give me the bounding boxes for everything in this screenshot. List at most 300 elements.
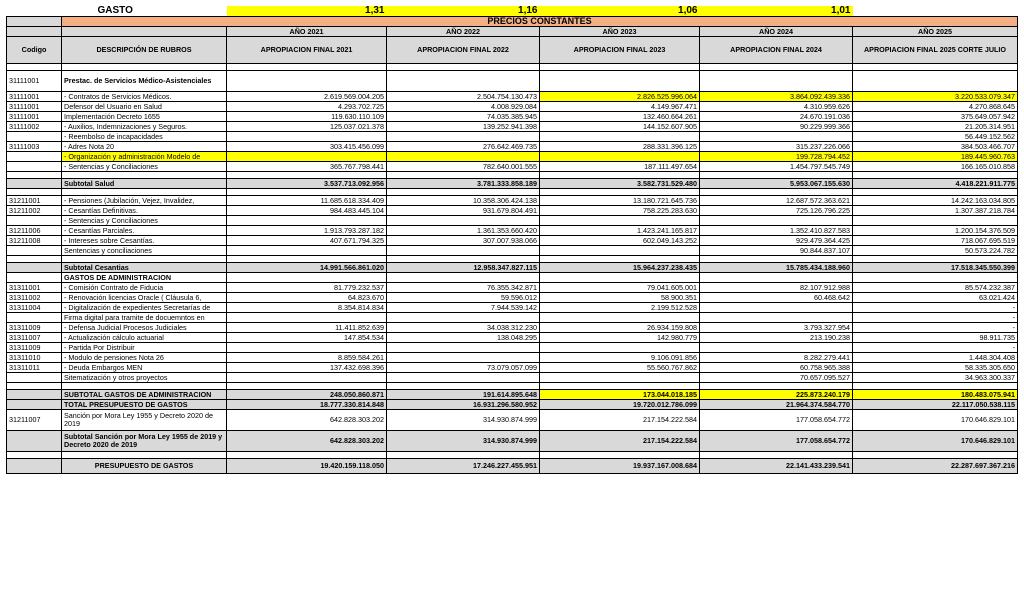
value-cell[interactable]: 9.106.091.856 — [540, 353, 700, 363]
value-cell[interactable] — [540, 313, 700, 323]
value-cell[interactable]: 642.828.303.202 — [227, 431, 387, 452]
value-cell[interactable]: 64.823.670 — [227, 293, 387, 303]
value-cell[interactable]: 34.038.312.230 — [387, 323, 540, 333]
empty-cell[interactable] — [62, 64, 227, 71]
value-cell[interactable]: 12.958.347.827.115 — [387, 263, 540, 273]
value-cell[interactable]: 225.873.240.179 — [700, 390, 853, 400]
empty-cell[interactable] — [227, 256, 387, 263]
value-cell[interactable] — [540, 246, 700, 256]
value-cell[interactable]: 187.111.497.654 — [540, 162, 700, 172]
value-cell[interactable] — [227, 313, 387, 323]
empty-cell[interactable] — [387, 383, 540, 390]
empty-cell[interactable] — [700, 64, 853, 71]
value-cell[interactable] — [540, 216, 700, 226]
empty-cell[interactable] — [227, 172, 387, 179]
cell[interactable] — [853, 6, 1018, 17]
value-cell[interactable]: 8.354.814.834 — [227, 303, 387, 313]
value-cell[interactable] — [540, 373, 700, 383]
code-cell[interactable] — [7, 373, 62, 383]
code-cell[interactable]: 31311001 — [7, 283, 62, 293]
code-cell[interactable] — [7, 246, 62, 256]
empty-cell[interactable] — [227, 383, 387, 390]
value-cell[interactable]: 929.479.364.425 — [700, 236, 853, 246]
value-cell[interactable]: 288.331.396.125 — [540, 142, 700, 152]
value-cell[interactable]: 147.854.534 — [227, 333, 387, 343]
empty-cell[interactable] — [700, 383, 853, 390]
value-cell[interactable]: 12.687.572.363.621 — [700, 196, 853, 206]
empty-cell[interactable] — [387, 172, 540, 179]
value-cell[interactable]: 1.307.387.218.784 — [853, 206, 1018, 216]
code-cell[interactable] — [7, 313, 62, 323]
description-cell[interactable]: - Comisión Contrato de Fiducia — [62, 283, 227, 293]
year-header[interactable]: AÑO 2024 — [700, 27, 853, 37]
value-cell[interactable]: 74.035.385.945 — [387, 112, 540, 122]
value-cell[interactable]: - — [853, 303, 1018, 313]
code-cell[interactable] — [7, 216, 62, 226]
code-cell[interactable]: 31111001 — [7, 71, 62, 92]
banner-title[interactable]: PRECIOS CONSTANTES — [62, 17, 1018, 27]
code-cell[interactable]: 31311007 — [7, 333, 62, 343]
value-cell[interactable] — [387, 246, 540, 256]
empty-cell[interactable] — [540, 256, 700, 263]
value-cell[interactable]: 718.067.695.519 — [853, 236, 1018, 246]
empty-cell[interactable] — [62, 172, 227, 179]
value-cell[interactable]: 3.537.713.092.956 — [227, 179, 387, 189]
value-cell[interactable]: 14.242.163.034.805 — [853, 196, 1018, 206]
empty-cell[interactable] — [853, 71, 1018, 92]
code-cell[interactable]: 31311009 — [7, 343, 62, 353]
value-cell[interactable]: 4.008.929.084 — [387, 102, 540, 112]
value-cell[interactable]: 60.468.642 — [700, 293, 853, 303]
value-cell[interactable]: 56.449.152.562 — [853, 132, 1018, 142]
table-row — [7, 410, 1018, 431]
code-cell[interactable] — [7, 263, 62, 273]
value-cell[interactable]: 248.050.860.871 — [227, 390, 387, 400]
empty-cell[interactable] — [700, 189, 853, 196]
value-cell[interactable] — [387, 152, 540, 162]
code-cell[interactable]: 31311002 — [7, 293, 62, 303]
value-cell[interactable]: 59.596.012 — [387, 293, 540, 303]
value-cell[interactable]: 602.049.143.252 — [540, 236, 700, 246]
value-cell[interactable]: 98.911.735 — [853, 333, 1018, 343]
empty-cell[interactable] — [700, 172, 853, 179]
description-cell[interactable]: - Digitalización de expedientes Secretarías de — [62, 303, 227, 313]
code-cell[interactable]: 31311010 — [7, 353, 62, 363]
value-cell[interactable] — [227, 152, 387, 162]
code-cell[interactable]: 31111001 — [7, 112, 62, 122]
description-cell[interactable]: - Organización y administración Modelo de — [62, 152, 227, 162]
value-cell[interactable]: 90.844.837.107 — [700, 246, 853, 256]
value-cell[interactable]: 22.141.433.239.541 — [700, 459, 853, 474]
value-cell[interactable]: 725.126.796.225 — [700, 206, 853, 216]
value-cell[interactable]: 4.418.221.911.775 — [853, 179, 1018, 189]
code-cell[interactable]: 31111001 — [7, 92, 62, 102]
value-cell[interactable]: 82.107.912.988 — [700, 283, 853, 293]
value-cell[interactable]: 19.720.012.786.099 — [540, 400, 700, 410]
value-cell[interactable] — [387, 313, 540, 323]
value-cell[interactable]: 50.573.224.782 — [853, 246, 1018, 256]
value-cell[interactable] — [227, 132, 387, 142]
cell[interactable] — [7, 27, 62, 37]
value-cell[interactable]: 76.355.342.871 — [387, 283, 540, 293]
description-cell[interactable]: - Adres Nota 20 — [62, 142, 227, 152]
value-cell[interactable]: 1.913.793.287.182 — [227, 226, 387, 236]
empty-cell[interactable] — [7, 383, 62, 390]
code-cell[interactable]: 31111003 — [7, 142, 62, 152]
code-cell[interactable] — [7, 162, 62, 172]
value-cell[interactable] — [227, 216, 387, 226]
value-cell[interactable] — [227, 246, 387, 256]
description-cell[interactable]: - Renovación licencias Oracle ( Cláusula 6, — [62, 293, 227, 303]
value-cell[interactable] — [540, 152, 700, 162]
empty-cell[interactable] — [540, 383, 700, 390]
value-cell[interactable]: 16.931.296.580.952 — [387, 400, 540, 410]
gasto-factor[interactable]: 1,06 — [540, 6, 700, 17]
column-header[interactable]: APROPIACION FINAL 2023 — [540, 37, 700, 64]
value-cell[interactable]: 314.930.874.999 — [387, 410, 540, 431]
value-cell[interactable]: 138.048.295 — [387, 333, 540, 343]
description-cell[interactable]: Firma digital para tramite de docuemntos en — [62, 313, 227, 323]
value-cell[interactable]: 758.225.283.630 — [540, 206, 700, 216]
code-cell[interactable]: 31311009 — [7, 323, 62, 333]
code-cell[interactable]: 31111001 — [7, 102, 62, 112]
year-header[interactable]: AÑO 2021 — [227, 27, 387, 37]
value-cell[interactable] — [387, 373, 540, 383]
empty-cell[interactable] — [540, 64, 700, 71]
description-cell[interactable]: SUBTOTAL GASTOS DE ADMINISTRACION — [62, 390, 227, 400]
value-cell[interactable]: 14.991.566.861.020 — [227, 263, 387, 273]
value-cell[interactable]: 407.671.794.325 — [227, 236, 387, 246]
empty-cell[interactable] — [540, 71, 700, 92]
gasto-factor[interactable]: 1,01 — [700, 6, 853, 17]
value-cell[interactable]: 365.767.798.441 — [227, 162, 387, 172]
empty-cell[interactable] — [700, 256, 853, 263]
description-cell[interactable]: Subtotal Cesantias — [62, 263, 227, 273]
value-cell[interactable]: 5.953.067.155.630 — [700, 179, 853, 189]
code-cell[interactable]: 31211008 — [7, 236, 62, 246]
description-cell[interactable]: - Deuda Embargos MEN — [62, 363, 227, 373]
value-cell[interactable]: 314.930.874.999 — [387, 431, 540, 452]
description-cell[interactable]: Subtotal Sanción por Mora Ley 1955 de 2019 y Decreto 2020 de 2019 — [62, 431, 227, 452]
empty-cell[interactable] — [853, 64, 1018, 71]
value-cell[interactable]: 63.021.424 — [853, 293, 1018, 303]
header-row — [7, 37, 1018, 64]
column-header[interactable]: APROPIACION FINAL 2024 — [700, 37, 853, 64]
value-cell[interactable]: 21.964.374.584.770 — [700, 400, 853, 410]
value-cell[interactable]: 10.358.306.424.138 — [387, 196, 540, 206]
description-cell[interactable]: - Sentencias y Conciliaciones — [62, 216, 227, 226]
empty-cell[interactable] — [853, 256, 1018, 263]
gasto-factor[interactable]: 1,16 — [387, 6, 540, 17]
value-cell[interactable] — [700, 216, 853, 226]
value-cell[interactable]: 90.229.999.366 — [700, 122, 853, 132]
empty-cell[interactable] — [853, 383, 1018, 390]
description-cell[interactable]: - Pensiones (Jubilación, Vejez, Invalidez, — [62, 196, 227, 206]
value-cell[interactable]: 58.900.351 — [540, 293, 700, 303]
empty-cell[interactable] — [853, 273, 1018, 283]
value-cell[interactable]: 3.781.333.858.189 — [387, 179, 540, 189]
value-cell[interactable]: 375.649.057.942 — [853, 112, 1018, 122]
value-cell[interactable] — [540, 132, 700, 142]
code-cell[interactable] — [7, 459, 62, 474]
section-title[interactable]: GASTOS DE ADMINISTRACION — [62, 273, 227, 283]
value-cell[interactable]: 34.963.300.337 — [853, 373, 1018, 383]
value-cell[interactable]: 1.361.353.660.420 — [387, 226, 540, 236]
description-cell[interactable]: Implementación Decreto 1655 — [62, 112, 227, 122]
value-cell[interactable]: 3.582.731.529.480 — [540, 179, 700, 189]
value-cell[interactable]: 1.448.304.408 — [853, 353, 1018, 363]
empty-cell[interactable] — [7, 172, 62, 179]
year-header[interactable]: AÑO 2023 — [540, 27, 700, 37]
value-cell[interactable]: 21.205.314.951 — [853, 122, 1018, 132]
empty-cell[interactable] — [7, 256, 62, 263]
value-cell[interactable] — [227, 373, 387, 383]
value-cell[interactable]: 17.518.345.550.399 — [853, 263, 1018, 273]
value-cell[interactable]: 3.793.327.954 — [700, 323, 853, 333]
code-cell[interactable] — [7, 152, 62, 162]
value-cell[interactable]: 217.154.222.584 — [540, 410, 700, 431]
empty-cell[interactable] — [387, 64, 540, 71]
description-cell[interactable]: - Cesantías Parciales. — [62, 226, 227, 236]
code-cell[interactable] — [7, 400, 62, 410]
description-cell[interactable]: - Auxilios, Indemnizaciones y Seguros. — [62, 122, 227, 132]
column-header[interactable]: APROPIACION FINAL 2025 CORTE JULIO — [853, 37, 1018, 64]
value-cell[interactable]: 4.293.702.725 — [227, 102, 387, 112]
value-cell[interactable]: 303.415.456.099 — [227, 142, 387, 152]
value-cell[interactable]: 3.864.092.439.336 — [700, 92, 853, 102]
value-cell[interactable]: 19.937.167.008.684 — [540, 459, 700, 474]
gasto-factor[interactable]: 1,31 — [227, 6, 387, 17]
empty-cell[interactable] — [700, 452, 853, 459]
value-cell[interactable]: 3.220.533.079.347 — [853, 92, 1018, 102]
empty-cell[interactable] — [700, 71, 853, 92]
descripcion-header[interactable]: DESCRIPCIÓN DE RUBROS — [62, 37, 227, 64]
value-cell[interactable]: 173.044.018.185 — [540, 390, 700, 400]
code-cell[interactable] — [7, 390, 62, 400]
value-cell[interactable]: 58.335.305.650 — [853, 363, 1018, 373]
value-cell[interactable]: 81.779.232.537 — [227, 283, 387, 293]
value-cell[interactable]: 137.432.698.396 — [227, 363, 387, 373]
value-cell[interactable]: 984.483.445.104 — [227, 206, 387, 216]
value-cell[interactable]: 144.152.607.905 — [540, 122, 700, 132]
empty-cell[interactable] — [227, 273, 387, 283]
empty-cell[interactable] — [853, 452, 1018, 459]
empty-cell[interactable] — [227, 71, 387, 92]
value-cell[interactable]: 2.504.754.130.473 — [387, 92, 540, 102]
value-cell[interactable]: 26.934.159.808 — [540, 323, 700, 333]
value-cell[interactable]: 22.287.697.367.216 — [853, 459, 1018, 474]
cell[interactable] — [7, 17, 62, 27]
value-cell[interactable]: 15.964.237.238.435 — [540, 263, 700, 273]
code-cell[interactable]: 31211001 — [7, 196, 62, 206]
value-cell[interactable]: 79.041.605.001 — [540, 283, 700, 293]
description-cell[interactable]: - Actualización cálculo actuarial — [62, 333, 227, 343]
empty-cell[interactable] — [227, 452, 387, 459]
empty-cell[interactable] — [540, 273, 700, 283]
value-cell[interactable]: 119.630.110.109 — [227, 112, 387, 122]
year-header[interactable]: AÑO 2022 — [387, 27, 540, 37]
empty-cell[interactable] — [853, 189, 1018, 196]
table-row — [7, 162, 1018, 172]
gasto-label[interactable]: GASTO — [97, 6, 133, 16]
description-cell[interactable]: - Cesantías Definitivas. — [62, 206, 227, 216]
value-cell[interactable]: 7.944.539.142 — [387, 303, 540, 313]
description-cell[interactable]: - Modulo de pensiones Nota 26 — [62, 353, 227, 363]
value-cell[interactable] — [700, 343, 853, 353]
value-cell[interactable]: 4.270.868.645 — [853, 102, 1018, 112]
empty-cell[interactable] — [700, 273, 853, 283]
value-cell[interactable]: - — [853, 323, 1018, 333]
empty-cell[interactable] — [227, 189, 387, 196]
value-cell[interactable] — [387, 132, 540, 142]
empty-cell[interactable] — [7, 452, 62, 459]
value-cell[interactable]: 170.646.829.101 — [853, 410, 1018, 431]
empty-cell[interactable] — [387, 256, 540, 263]
value-cell[interactable]: 4.310.959.626 — [700, 102, 853, 112]
value-cell[interactable]: 217.154.222.584 — [540, 431, 700, 452]
empty-cell[interactable] — [540, 452, 700, 459]
value-cell[interactable]: 931.679.804.491 — [387, 206, 540, 216]
value-cell[interactable]: 1.454.797.545.749 — [700, 162, 853, 172]
value-cell[interactable]: 384.503.466.707 — [853, 142, 1018, 152]
value-cell[interactable]: 170.646.829.101 — [853, 431, 1018, 452]
cell[interactable] — [62, 27, 227, 37]
value-cell[interactable]: 2.199.512.528 — [540, 303, 700, 313]
code-cell[interactable]: 31311004 — [7, 303, 62, 313]
value-cell[interactable] — [540, 343, 700, 353]
description-cell[interactable]: - Defensa Judicial Procesos Judiciales — [62, 323, 227, 333]
value-cell[interactable]: 307.007.938.066 — [387, 236, 540, 246]
value-cell[interactable] — [700, 303, 853, 313]
empty-cell[interactable] — [7, 273, 62, 283]
value-cell[interactable]: 1.423.241.165.817 — [540, 226, 700, 236]
codigo-header[interactable]: Codigo — [7, 37, 62, 64]
description-cell[interactable]: - Sentencias y Conciliaciones — [62, 162, 227, 172]
value-cell[interactable]: 17.246.227.455.951 — [387, 459, 540, 474]
empty-cell[interactable] — [7, 64, 62, 71]
value-cell[interactable]: 315.237.226.066 — [700, 142, 853, 152]
description-cell[interactable]: Defensor del Usuario en Salud — [62, 102, 227, 112]
empty-cell[interactable] — [227, 64, 387, 71]
value-cell[interactable]: 139.252.941.398 — [387, 122, 540, 132]
value-cell[interactable]: 180.483.075.941 — [853, 390, 1018, 400]
value-cell[interactable]: 15.785.434.188.960 — [700, 263, 853, 273]
code-cell[interactable]: 31111002 — [7, 122, 62, 132]
empty-cell[interactable] — [62, 189, 227, 196]
value-cell[interactable]: 4.149.967.471 — [540, 102, 700, 112]
description-cell[interactable]: TOTAL PRESUPUESTO DE GASTOS — [62, 400, 227, 410]
empty-cell[interactable] — [387, 452, 540, 459]
value-cell[interactable]: 19.420.159.118.050 — [227, 459, 387, 474]
value-cell[interactable]: - — [853, 313, 1018, 323]
value-cell[interactable]: 18.777.330.814.848 — [227, 400, 387, 410]
value-cell[interactable]: 70.657.095.527 — [700, 373, 853, 383]
value-cell[interactable]: 11.685.618.334.409 — [227, 196, 387, 206]
value-cell[interactable]: 22.117.050.538.115 — [853, 400, 1018, 410]
value-cell[interactable]: 782.640.001.555 — [387, 162, 540, 172]
value-cell[interactable]: 276.642.469.735 — [387, 142, 540, 152]
code-cell[interactable] — [7, 132, 62, 142]
value-cell[interactable]: 142.980.779 — [540, 333, 700, 343]
code-cell[interactable] — [7, 431, 62, 452]
value-cell[interactable]: 642.828.303.202 — [227, 410, 387, 431]
code-cell[interactable]: 31211006 — [7, 226, 62, 236]
column-header[interactable]: APROPIACION FINAL 2022 — [387, 37, 540, 64]
description-cell[interactable]: - Reembolso de incapacidades — [62, 132, 227, 142]
value-cell[interactable]: - — [853, 343, 1018, 353]
value-cell[interactable]: 13.180.721.645.736 — [540, 196, 700, 206]
empty-cell[interactable] — [540, 189, 700, 196]
description-cell[interactable]: - Partida Por Distribuir — [62, 343, 227, 353]
value-cell[interactable] — [387, 216, 540, 226]
value-cell[interactable] — [700, 132, 853, 142]
empty-cell[interactable] — [7, 189, 62, 196]
value-cell[interactable]: 199.728.794.452 — [700, 152, 853, 162]
value-cell[interactable] — [227, 343, 387, 353]
value-cell[interactable]: 177.058.654.772 — [700, 410, 853, 431]
empty-cell[interactable] — [387, 71, 540, 92]
value-cell[interactable]: 8.282.279.441 — [700, 353, 853, 363]
empty-cell[interactable] — [387, 189, 540, 196]
section-title[interactable]: Prestac. de Servicios Médico-Asistenciales — [62, 71, 227, 92]
value-cell[interactable]: 8.859.584.261 — [227, 353, 387, 363]
value-cell[interactable]: 2.619.569.004.205 — [227, 92, 387, 102]
value-cell[interactable]: 11.411.852.639 — [227, 323, 387, 333]
value-cell[interactable]: 177.058.654.772 — [700, 431, 853, 452]
cell[interactable] — [7, 6, 62, 17]
value-cell[interactable]: 166.165.010.858 — [853, 162, 1018, 172]
description-cell[interactable]: - Contratos de Servicios Médicos. — [62, 92, 227, 102]
value-cell[interactable]: 73.079.057.099 — [387, 363, 540, 373]
code-cell[interactable] — [7, 179, 62, 189]
empty-cell[interactable] — [62, 452, 227, 459]
value-cell[interactable]: 60.758.965.388 — [700, 363, 853, 373]
value-cell[interactable]: 125.037.021.378 — [227, 122, 387, 132]
value-cell[interactable]: 1.352.410.827.583 — [700, 226, 853, 236]
value-cell[interactable]: 213.190.238 — [700, 333, 853, 343]
description-cell[interactable]: Sitematización y otros proyectos — [62, 373, 227, 383]
code-cell[interactable]: 31311011 — [7, 363, 62, 373]
empty-cell[interactable] — [853, 172, 1018, 179]
column-header[interactable]: APROPIACION FINAL 2021 — [227, 37, 387, 64]
value-cell[interactable]: 132.460.664.261 — [540, 112, 700, 122]
empty-cell[interactable] — [387, 273, 540, 283]
description-cell[interactable]: PRESUPUESTO DE GASTOS — [62, 459, 227, 474]
description-cell[interactable]: Sentencias y conciliaciones — [62, 246, 227, 256]
empty-cell[interactable] — [62, 256, 227, 263]
description-cell[interactable]: Subtotal Salud — [62, 179, 227, 189]
code-cell[interactable]: 31211002 — [7, 206, 62, 216]
empty-cell[interactable] — [62, 383, 227, 390]
empty-cell[interactable] — [540, 172, 700, 179]
value-cell[interactable] — [700, 313, 853, 323]
value-cell[interactable] — [387, 343, 540, 353]
description-cell[interactable]: - Intereses sobre Cesantías. — [62, 236, 227, 246]
value-cell[interactable]: 191.614.895.648 — [387, 390, 540, 400]
value-cell[interactable]: 85.574.232.387 — [853, 283, 1018, 293]
value-cell[interactable]: 2.826.525.996.064 — [540, 92, 700, 102]
value-cell[interactable]: 55.560.767.862 — [540, 363, 700, 373]
description-cell[interactable]: Sanción por Mora Ley 1955 y Decreto 2020 de 2019 — [62, 410, 227, 431]
value-cell[interactable] — [853, 216, 1018, 226]
value-cell[interactable]: 24.670.191.036 — [700, 112, 853, 122]
year-header[interactable]: AÑO 2025 — [853, 27, 1018, 37]
table-row — [7, 373, 1018, 383]
value-cell[interactable]: 1.200.154.376.509 — [853, 226, 1018, 236]
value-cell[interactable] — [387, 353, 540, 363]
code-cell[interactable]: 31211007 — [7, 410, 62, 431]
value-cell[interactable]: 189.445.960.763 — [853, 152, 1018, 162]
